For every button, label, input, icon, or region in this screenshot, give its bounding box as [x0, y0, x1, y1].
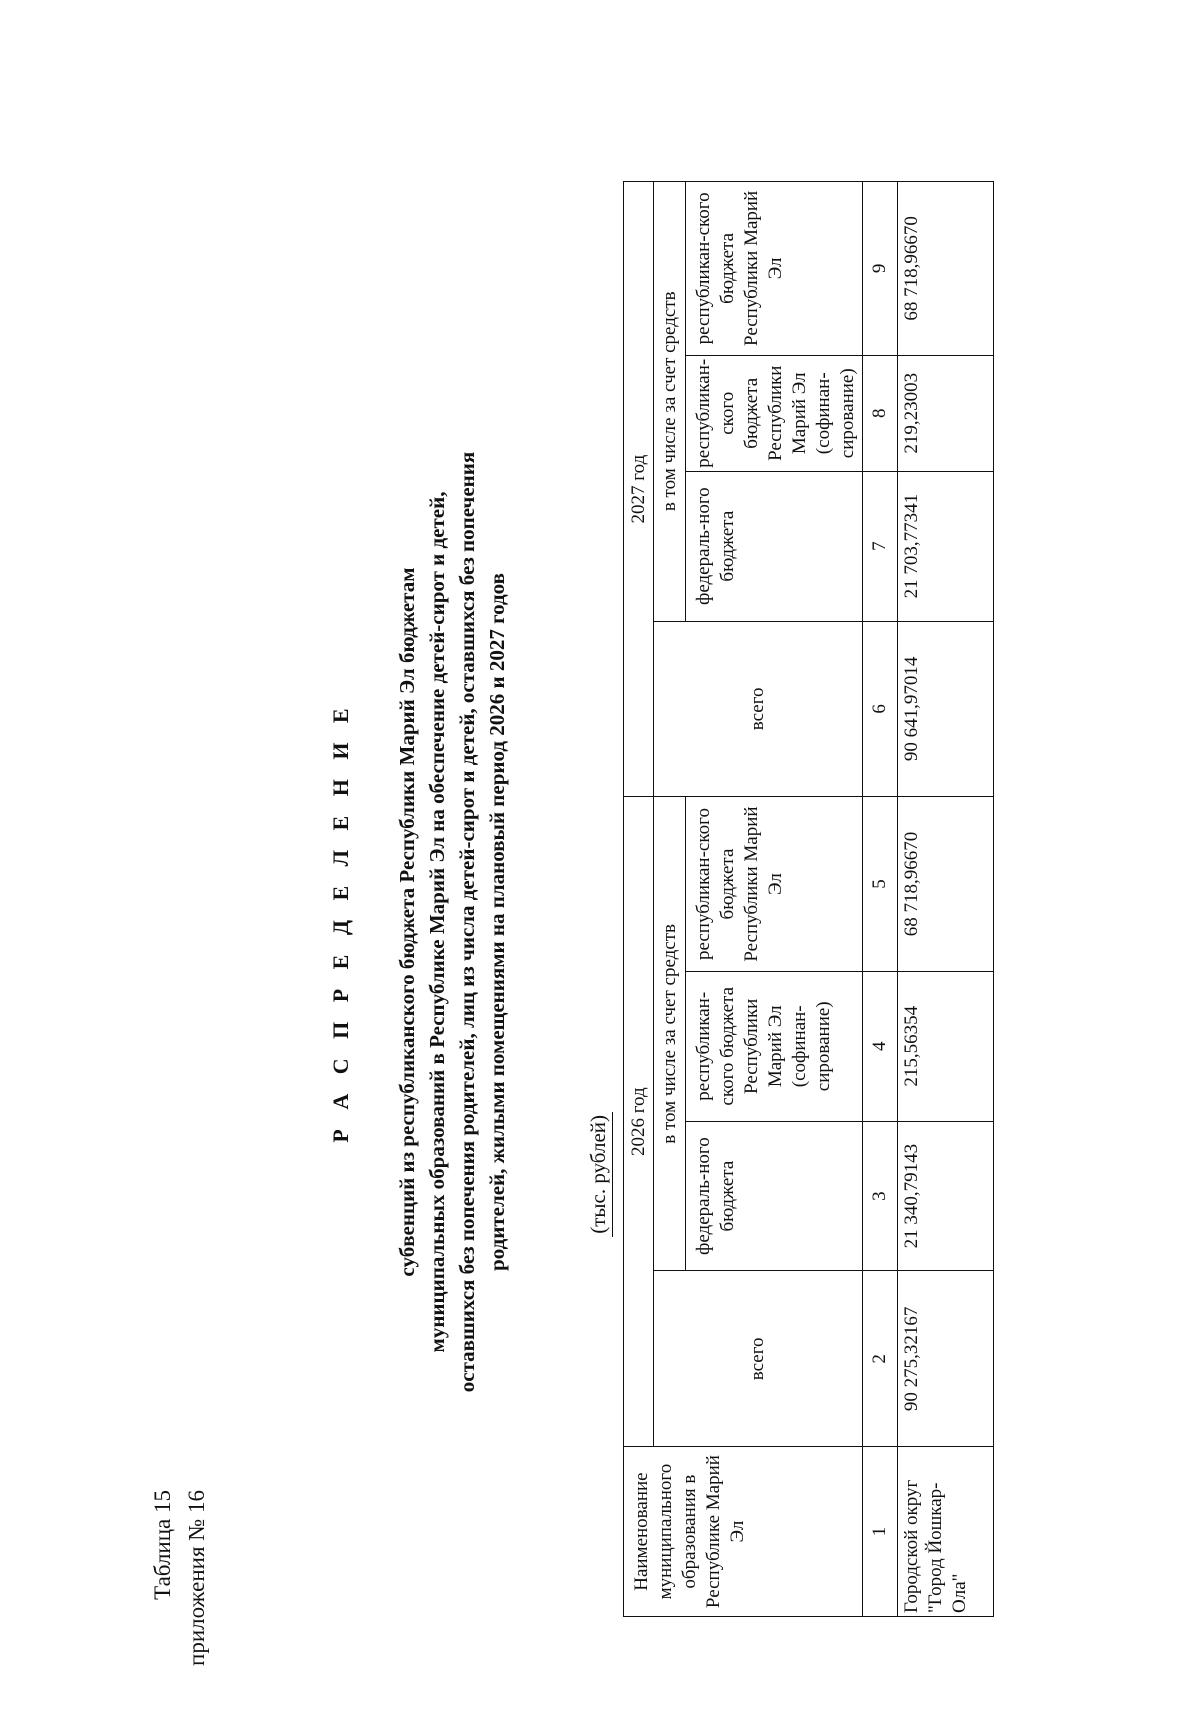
municipality-name: Городской округ "Город Йошкар-Ола": [898, 1447, 994, 1617]
document-title: [328, 367, 512, 1477]
column-number: 3: [863, 1121, 898, 1271]
value-2027-total: 90 641,97014: [898, 621, 994, 797]
column-number: 1: [863, 1447, 898, 1617]
table-reference: [146, 1490, 214, 1730]
value-2027-cofinancing: 219,23003: [898, 355, 994, 471]
header-municipality: Наименование муниципального образования в Республике Марий Эл: [624, 1447, 863, 1617]
subtitle-line: оставшихся без попечения родителей, лиц из числа детей-сирот и детей, оставшихся без попечения: [455, 451, 479, 1393]
column-number: 2: [863, 1271, 898, 1447]
header-republic-cofin-2026: республикан-ского бюджета Республики Марий Эл (софинан-сирование): [686, 971, 863, 1121]
title-subtitle: [392, 367, 512, 1477]
header-year-2027: 2027 год: [624, 182, 654, 797]
table-row: [898, 182, 994, 1617]
column-number: 8: [863, 355, 898, 471]
header-total-2027: всего: [654, 621, 863, 797]
column-number: 6: [863, 621, 898, 797]
value-2026-federal: 21 340,79143: [898, 1121, 994, 1271]
header-federal-2027: федераль-ного бюджета: [686, 471, 863, 621]
header-including-2027: в том числе за счет средств: [654, 182, 686, 622]
column-number-row: [863, 182, 898, 1617]
appendix-number: приложения № 16: [184, 1490, 209, 1666]
value-2027-republic: 68 718,96670: [898, 182, 994, 356]
value-2027-federal: 21 703,77341: [898, 471, 994, 621]
header-republic-2026: республикан-ского бюджета Республики Марий Эл: [686, 797, 863, 972]
subtitle-line: родителей, жилыми помещениями на плановый период 2026 и 2027 годов: [485, 573, 509, 1271]
value-2026-republic: 68 718,96670: [898, 797, 994, 972]
column-number: 7: [863, 471, 898, 621]
subtitle-line: субвенций из республиканского бюджета Республики Марий Эл бюджетам: [395, 567, 419, 1277]
column-number: 9: [863, 182, 898, 356]
column-number: 5: [863, 797, 898, 972]
units-label: (тыс. рублей): [586, 1112, 613, 1237]
distribution-table: [623, 181, 994, 1617]
column-number: 4: [863, 971, 898, 1121]
header-republic-2027: республикан-ского бюджета Республики Марий Эл: [686, 182, 863, 356]
value-2026-total: 90 275,32167: [898, 1271, 994, 1447]
subtitle-line: муниципальных образований в Республике Марий Эл на обеспечение детей-сирот и детей,: [425, 491, 449, 1353]
header-total-2026: всего: [654, 1271, 863, 1447]
header-federal-2026: федераль-ного бюджета: [686, 1121, 863, 1271]
header-republic-cofin-2027: республикан-ского бюджета Республики Марий Эл (софинан-сирование): [686, 355, 863, 471]
table-number: Таблица 15: [150, 1490, 175, 1600]
header-year-2026: 2026 год: [624, 797, 654, 1447]
title-heading: Р А С П Р Е Д Е Л Е Н И Е: [328, 701, 353, 1143]
value-2026-cofinancing: 215,56354: [898, 971, 994, 1121]
header-including-2026: в том числе за счет средств: [654, 797, 686, 1271]
